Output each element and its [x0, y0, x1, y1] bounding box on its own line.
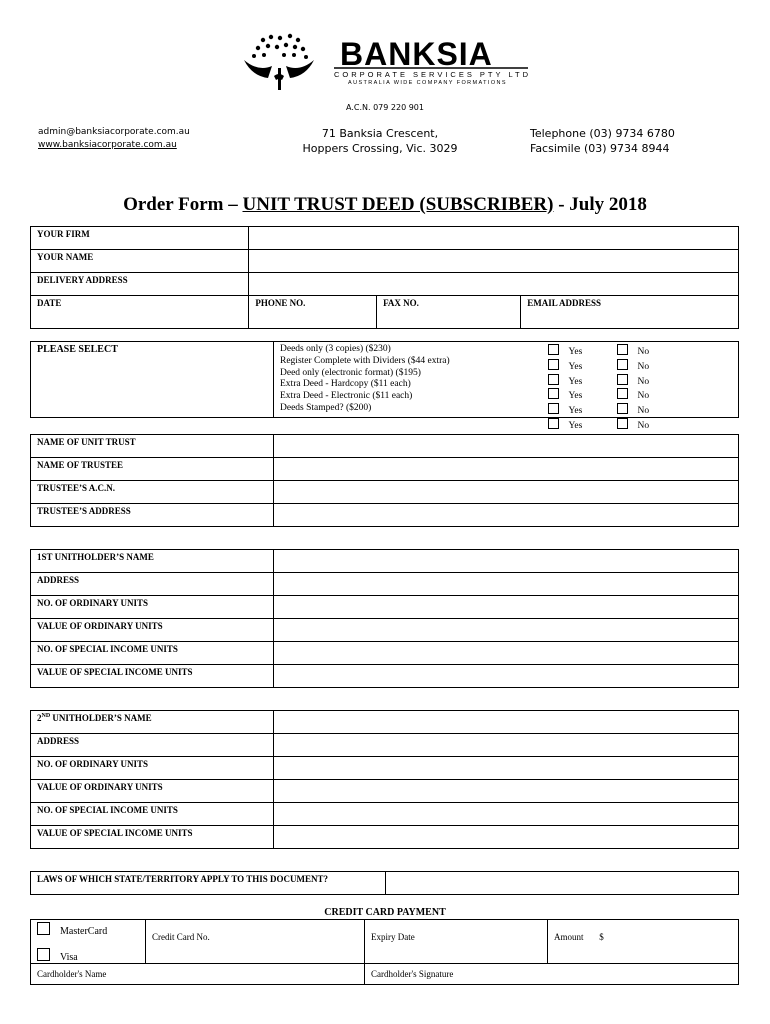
uh1-address-field[interactable] — [274, 573, 739, 596]
mastercard-checkbox[interactable] — [37, 922, 50, 935]
trustee-acn-label: TRUSTEE’S A.C.N. — [31, 481, 274, 504]
your-firm-label: YOUR FIRM — [31, 227, 249, 250]
page-title: Order Form – UNIT TRUST DEED (SUBSCRIBER) - July 2018 — [123, 194, 647, 215]
no-checkbox[interactable] — [617, 418, 628, 429]
no-row-3: No — [617, 374, 649, 389]
uh2-special-units-field[interactable] — [274, 803, 739, 826]
trustee-address-field[interactable] — [274, 504, 739, 527]
your-name-field[interactable] — [249, 250, 739, 273]
uh1-value-ordinary-field[interactable] — [274, 619, 739, 642]
company-sub: CORPORATE SERVICES PTY LTD — [334, 70, 532, 79]
uh1-value-special-field[interactable] — [274, 665, 739, 688]
no-checkbox[interactable] — [617, 374, 628, 385]
trustee-address-label: TRUSTEE’S ADDRESS — [31, 504, 274, 527]
yes-checkbox[interactable] — [548, 344, 559, 355]
address-line2: Hoppers Crossing, Vic. 3029 — [302, 142, 458, 155]
no-row-5: No — [617, 403, 649, 418]
uh1-ordinary-units-label: NO. OF ORDINARY UNITS — [31, 596, 274, 619]
acn: A.C.N. 079 220 901 — [346, 103, 424, 112]
firm-details-table — [30, 226, 739, 329]
uh2-value-special-label: VALUE OF SPECIAL INCOME UNITS — [31, 826, 274, 849]
no-row-1: No — [617, 344, 649, 359]
laws-table — [30, 871, 739, 895]
yes-column — [548, 344, 582, 433]
address-line1: 71 Banksia Crescent, — [321, 127, 439, 140]
unit-trust-name-label: NAME OF UNIT TRUST — [31, 435, 274, 458]
yes-row-2: Yes — [548, 359, 582, 374]
select-table — [30, 341, 739, 431]
option-extra-electronic: Extra Deed - Electronic ($11 each) — [280, 391, 413, 402]
credit-card-title: CREDIT CARD PAYMENT — [324, 907, 446, 918]
uh1-address-label: ADDRESS — [31, 573, 274, 596]
uh2-special-units-label: NO. OF SPECIAL INCOME UNITS — [31, 803, 274, 826]
uh1-value-special-label: VALUE OF SPECIAL INCOME UNITS — [31, 665, 274, 688]
company-tagline: AUSTRALIA WIDE COMPANY FORMATIONS — [348, 80, 507, 86]
postal-address — [290, 126, 470, 156]
option-deeds-only: Deeds only (3 copies) ($230) — [280, 344, 391, 354]
website-link[interactable]: www.banksiacorporate.com.au — [38, 140, 177, 150]
uh2-name-label: 2ND UNITHOLDER’S NAME — [31, 711, 274, 734]
trustee-acn-field[interactable] — [274, 481, 739, 504]
yes-checkbox[interactable] — [548, 374, 559, 385]
uh2-value-ordinary-label: VALUE OF ORDINARY UNITS — [31, 780, 274, 803]
unitholder2-table — [30, 710, 739, 849]
no-column — [617, 344, 649, 433]
company-name: BANKSIA — [340, 36, 493, 72]
flower-icon — [244, 34, 314, 90]
phone-field[interactable]: PHONE NO. — [249, 296, 377, 329]
phone-numbers — [530, 126, 675, 156]
please-select-label: PLEASE SELECT — [31, 342, 274, 418]
yes-row-6: Yes — [548, 418, 582, 433]
laws-label: LAWS OF WHICH STATE/TERRITORY APPLY TO THIS DOCUMENT? — [31, 872, 386, 895]
options-list — [280, 342, 738, 415]
option-stamped: Deeds Stamped? ($200) — [280, 402, 372, 413]
expiry-field[interactable]: Expiry Date — [365, 920, 548, 964]
uh1-name-label: 1ST UNITHOLDER’S NAME — [31, 550, 274, 573]
uh1-name-field[interactable] — [274, 550, 739, 573]
option-extra-hardcopy: Extra Deed - Hardcopy ($11 each) — [280, 379, 411, 390]
trust-table — [30, 434, 739, 527]
facsimile: Facsimile (03) 9734 8944 — [530, 142, 670, 155]
unit-trust-name-field[interactable] — [274, 435, 739, 458]
yes-row-3: Yes — [548, 374, 582, 389]
yes-row-1: Yes — [548, 344, 582, 359]
contact-left — [38, 126, 190, 152]
uh1-value-ordinary-label: VALUE OF ORDINARY UNITS — [31, 619, 274, 642]
cardholder-signature-field[interactable]: Cardholder's Signature — [365, 964, 739, 985]
select-options — [274, 342, 739, 431]
visa-checkbox[interactable] — [37, 948, 50, 961]
uh2-value-special-field[interactable] — [274, 826, 739, 849]
uh2-address-field[interactable] — [274, 734, 739, 757]
cardholder-name-field[interactable]: Cardholder's Name — [31, 964, 365, 985]
delivery-address-label: DELIVERY ADDRESS — [31, 273, 249, 296]
card-type-cell — [31, 920, 146, 964]
trustee-name-field[interactable] — [274, 458, 739, 481]
delivery-address-field[interactable] — [249, 273, 739, 296]
telephone: Telephone (03) 9734 6780 — [530, 127, 675, 140]
laws-field[interactable] — [386, 872, 739, 895]
trustee-name-label: NAME OF TRUSTEE — [31, 458, 274, 481]
uh2-address-label: ADDRESS — [31, 734, 274, 757]
email-field[interactable]: EMAIL ADDRESS — [521, 296, 739, 329]
uh1-ordinary-units-field[interactable] — [274, 596, 739, 619]
yes-checkbox[interactable] — [548, 388, 559, 399]
amount-field[interactable]: Amount $ — [548, 920, 739, 964]
email-text: admin@banksiacorporate.com.au — [38, 127, 190, 137]
date-field[interactable]: DATE — [31, 296, 249, 329]
yes-checkbox[interactable] — [548, 403, 559, 414]
your-firm-field[interactable] — [249, 227, 739, 250]
no-checkbox[interactable] — [617, 388, 628, 399]
no-checkbox[interactable] — [617, 359, 628, 370]
no-row-4: No — [617, 388, 649, 403]
visa-option: Visa — [37, 948, 78, 963]
no-checkbox[interactable] — [617, 403, 628, 414]
no-row-2: No — [617, 359, 649, 374]
uh1-special-units-field[interactable] — [274, 642, 739, 665]
yes-checkbox[interactable] — [548, 418, 559, 429]
uh1-special-units-label: NO. OF SPECIAL INCOME UNITS — [31, 642, 274, 665]
unitholder1-table — [30, 549, 739, 688]
yes-checkbox[interactable] — [548, 359, 559, 370]
yes-row-4: Yes — [548, 388, 582, 403]
uh2-ordinary-units-label: NO. OF ORDINARY UNITS — [31, 757, 274, 780]
option-electronic: Deed only (electronic format) ($195) — [280, 367, 421, 378]
uh2-value-ordinary-field[interactable] — [274, 780, 739, 803]
no-row-6: No — [617, 418, 649, 433]
no-checkbox[interactable] — [617, 344, 628, 355]
mastercard-option: MasterCard — [37, 922, 107, 937]
your-name-label: YOUR NAME — [31, 250, 249, 273]
card-number-field[interactable]: Credit Card No. — [146, 920, 365, 964]
uh2-ordinary-units-field[interactable] — [274, 757, 739, 780]
option-register: Register Complete with Dividers ($44 extra) — [280, 355, 450, 366]
uh2-name-field[interactable] — [274, 711, 739, 734]
credit-card-table — [30, 919, 739, 985]
fax-field[interactable]: FAX NO. — [377, 296, 521, 329]
yes-row-5: Yes — [548, 403, 582, 418]
